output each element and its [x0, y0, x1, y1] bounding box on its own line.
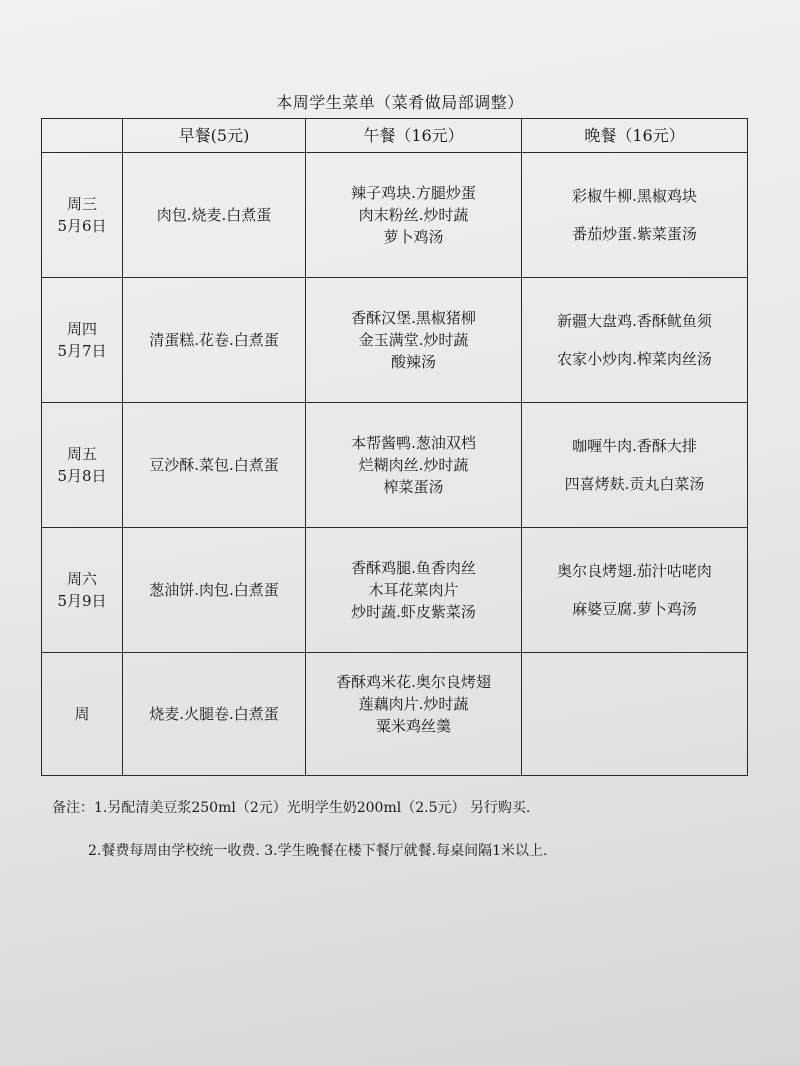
lunch-line: 酸辣汤	[390, 353, 436, 371]
lunch-cell	[306, 403, 522, 528]
dinner-cell	[522, 403, 748, 528]
lunch-line: 香酥鸡米花.奥尔良烤翅	[336, 673, 491, 691]
lunch-line: 榨菜蛋汤	[383, 478, 444, 496]
dinner-line: 咖喱牛肉.香酥大排	[572, 437, 697, 455]
lunch-line: 辣子鸡块.方腿炒蛋	[351, 184, 476, 202]
lunch-cell	[306, 653, 522, 776]
lunch-line: 本帮酱鸭.葱油双档	[351, 434, 476, 452]
lunch-line: 萝卜鸡汤	[383, 228, 444, 246]
header-breakfast: 早餐(5元)	[123, 119, 306, 153]
day-date: 5月9日	[57, 592, 107, 610]
menu-table	[41, 118, 748, 776]
lunch-cell	[306, 278, 522, 403]
note-line-2: 2.餐费每周由学校统一收费. 3.学生晚餐在楼下餐厅就餐.每桌间隔1米以上.	[88, 843, 548, 859]
dinner-line: 新疆大盘鸡.香酥鱿鱼须	[557, 312, 712, 330]
table-row	[42, 278, 748, 403]
day-name: 周六	[66, 570, 97, 588]
lunch-line: 炒时蔬.虾皮紫菜汤	[351, 603, 476, 621]
dinner-line: 四喜烤麸.贡丸白菜汤	[564, 475, 705, 493]
breakfast-cell: 清蛋糕.花卷.白煮蛋	[123, 278, 306, 403]
day-date: 5月6日	[57, 217, 107, 235]
dinner-line: 农家小炒肉.榨菜肉丝汤	[557, 350, 712, 368]
header-lunch: 午餐（16元）	[306, 119, 522, 153]
day-cell	[42, 528, 123, 653]
table-row	[42, 528, 748, 653]
table-row	[42, 153, 748, 278]
dinner-line: 番茄炒蛋.紫菜蛋汤	[572, 225, 697, 243]
day-name: 周	[74, 705, 90, 723]
day-cell	[42, 403, 123, 528]
breakfast-cell: 葱油饼.肉包.白煮蛋	[123, 528, 306, 653]
lunch-line: 香酥汉堡.黑椒猪柳	[351, 309, 476, 327]
lunch-cell	[306, 153, 522, 278]
day-cell	[42, 278, 123, 403]
lunch-line: 金玉满堂.炒时蔬	[358, 331, 469, 349]
day-date: 5月7日	[57, 342, 107, 360]
table-row	[42, 403, 748, 528]
note-line-1: 备注：1.另配清美豆浆250ml（2元）光明学生奶200ml（2.5元） 另行购买.	[52, 800, 531, 816]
lunch-line: 粟米鸡丝羹	[375, 717, 451, 735]
day-cell	[42, 153, 123, 278]
header-row	[42, 119, 748, 153]
lunch-line: 莲藕肉片.炒时蔬	[358, 695, 469, 713]
dinner-cell-empty	[522, 653, 748, 776]
lunch-line: 肉末粉丝.炒时蔬	[358, 206, 469, 224]
dinner-line: 奥尔良烤翅.茄汁咕咾肉	[557, 562, 712, 580]
day-cell	[42, 653, 123, 776]
dinner-line: 麻婆豆腐.萝卜鸡汤	[572, 600, 697, 618]
page-title: 本周学生菜单（菜肴做局部调整）	[276, 93, 524, 112]
dinner-line: 彩椒牛柳.黑椒鸡块	[572, 187, 697, 205]
lunch-line: 木耳花菜肉片	[368, 581, 459, 599]
breakfast-cell: 烧麦.火腿卷.白煮蛋	[123, 653, 306, 776]
header-day	[42, 119, 123, 153]
day-name: 周三	[66, 195, 97, 213]
dinner-cell	[522, 528, 748, 653]
day-name: 周四	[66, 320, 97, 338]
lunch-cell	[306, 528, 522, 653]
table-row	[42, 653, 748, 776]
breakfast-cell: 肉包.烧麦.白煮蛋	[123, 153, 306, 278]
day-date: 5月8日	[57, 467, 107, 485]
lunch-line: 烂糊肉丝.炒时蔬	[358, 456, 469, 474]
breakfast-cell: 豆沙酥.菜包.白煮蛋	[123, 403, 306, 528]
day-name: 周五	[66, 445, 97, 463]
dinner-cell	[522, 153, 748, 278]
dinner-cell	[522, 278, 748, 403]
header-dinner: 晚餐（16元）	[522, 119, 748, 153]
lunch-line: 香酥鸡腿.鱼香肉丝	[351, 559, 476, 577]
